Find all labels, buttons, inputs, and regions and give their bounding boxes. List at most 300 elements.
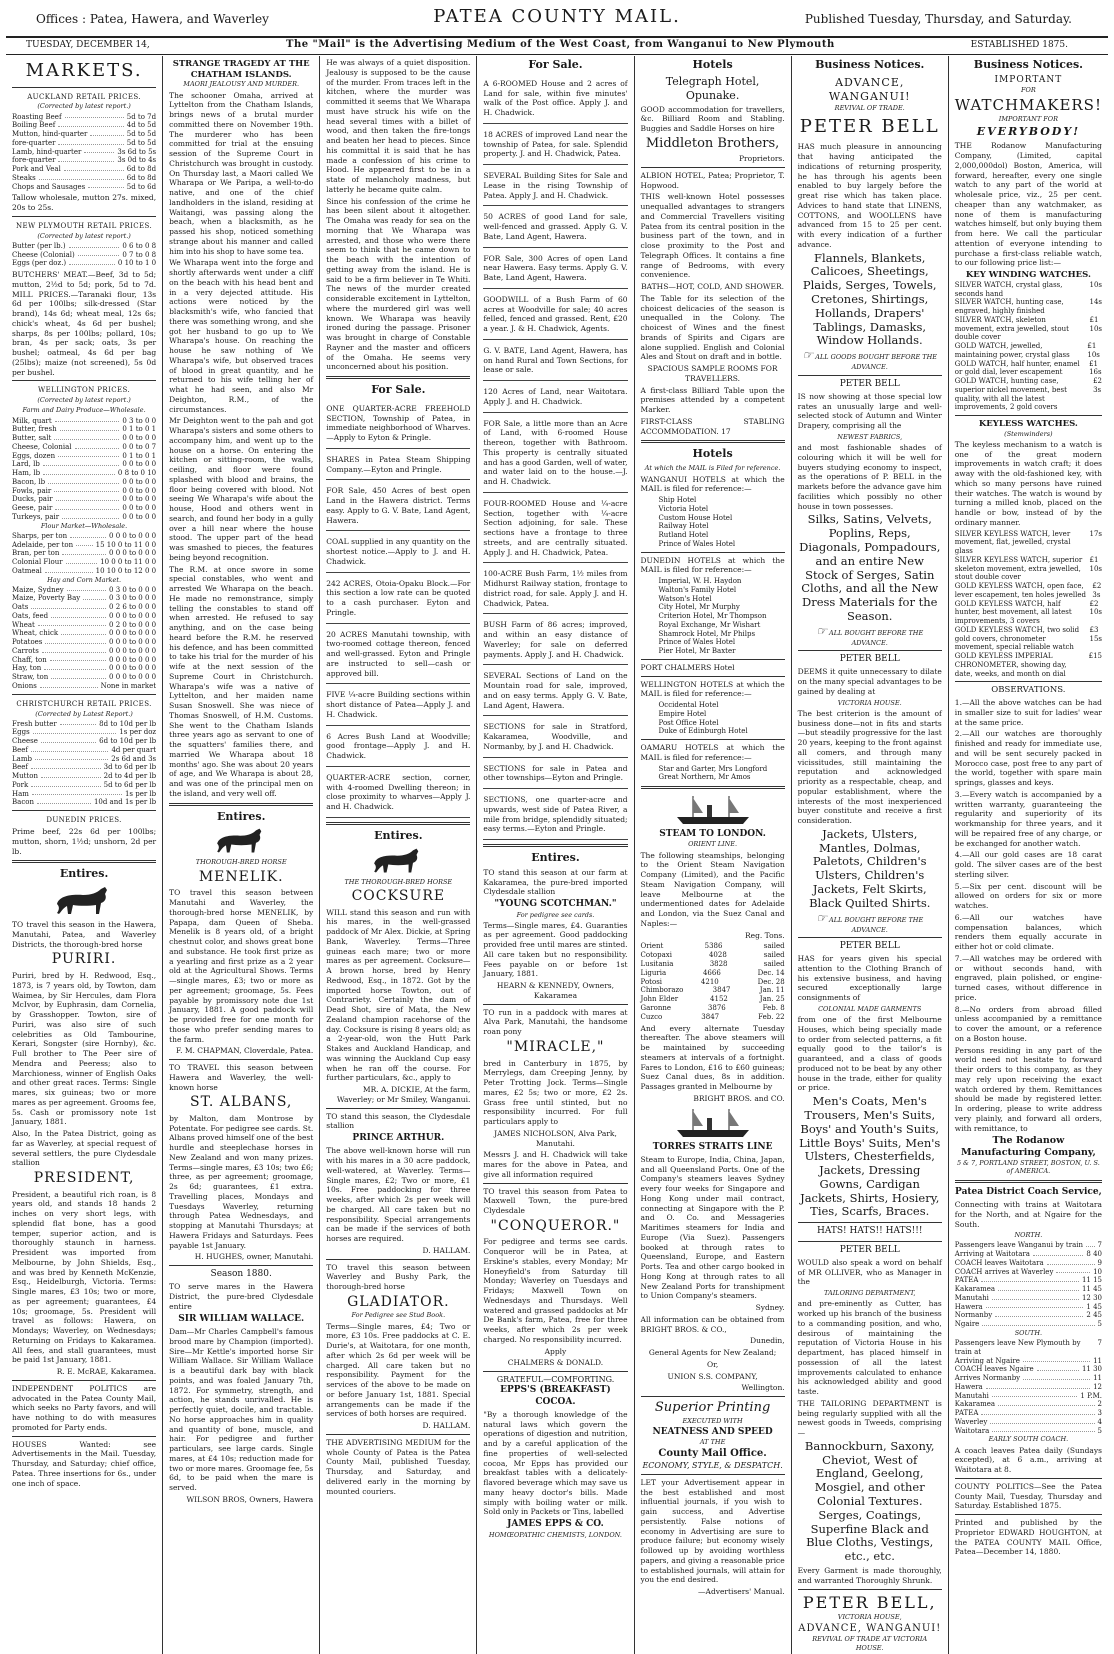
price-row [12, 763, 156, 772]
price-row-value: 10d and 1s per lb [93, 798, 157, 807]
ship-tons: 4028 [708, 951, 727, 960]
observations-title: OBSERVATIONS. [991, 685, 1066, 696]
price-row-value: 10 0 0 to 11 0 0 [100, 558, 157, 567]
price-row-value: 0 0 to 0 0 [122, 495, 157, 504]
ship-row [641, 969, 785, 978]
price-row-value: 0 0 0 to 0 0 0 [109, 531, 157, 540]
price-row-label: Oats [12, 603, 29, 612]
timetable-row [955, 1365, 1102, 1374]
price-row-value: 0 0 to 0 0 [122, 504, 157, 513]
ship-ship: Chimborazo [640, 986, 684, 995]
newplymouth-price-list [12, 242, 156, 268]
ship-ship: Garonne [640, 1003, 672, 1012]
price-row-value: 6d to 10d per lb [99, 737, 157, 746]
printing-office: County Mail Office. [658, 1448, 767, 1460]
price-row [12, 532, 156, 541]
watch-row-value: 10s [1089, 280, 1102, 289]
for-sale-ad: FOR Sale, a little more than an Acre of Land, with 6-roomed House thereon, together with Bathroom. This property is centrally situated and has a good Garden, well of water, and water laid on to the house.—J. and H. Chadwick. [483, 415, 627, 493]
printing-sub: EXECUTED WITH [682, 1416, 743, 1425]
bannockburn-list: Bannockburn, Saxony, Cheviot, West of England, Geelong, Mosgiel, and other Colonial Textures. Serges, Coatings, Superfine Black and Blue Cloths, Vestings, etc., etc. [804, 1438, 935, 1564]
torres-title: TORRES STRAITS LINE [652, 1141, 773, 1152]
gladiator-name: GLADIATOR. [347, 1293, 450, 1310]
price-row-label: Ham [12, 789, 29, 798]
torres-wellington: Wellington. [741, 1383, 785, 1393]
forsale-c4-list [483, 75, 627, 840]
jackets-list: Jackets, Ulsters, Mantles, Dolmas, Paletots, Children's Ulsters, Children's Jackets, Felt Skirts, Black Quilted Shirts. [809, 826, 931, 910]
hotel-item: Pier Hotel, Mr Baxter [658, 647, 736, 655]
price-row-label: Butter, fresh [12, 425, 57, 434]
for-sale-ad: SEVERAL Building Sites for Sale and Lease in the rising Township of Patea. Apply J. and H. Chadwick. [483, 167, 627, 206]
watch-row-label: SILVER WATCH, hunting case, engraved, highly finished [954, 298, 1064, 316]
pb-body-2: IS now showing at those special low rates an unusually large and well-selected stock of Autumn and Winter Drapery, comprising all the [797, 391, 942, 431]
price-row-label: Fowls, pair [12, 486, 52, 495]
for-sale-ad: 6 Acres Bush Land at Woodville; good frontage—Apply J. and H. Chadwick. [326, 728, 470, 767]
price-row-label: Bran, per ton [12, 549, 60, 558]
auckland-note: (Corrected by latest report.) [37, 102, 131, 111]
timetable-row [955, 1374, 1102, 1383]
price-row-value: 6d to 8d [126, 165, 157, 174]
watch-row-value: £1 10s [1089, 315, 1102, 333]
cocoa-heading: GRATEFUL—COMFORTING. [496, 1375, 615, 1385]
price-row-value: 0 0 0 to 0 0 0 [109, 646, 157, 655]
rodanow-address: 5 & 7, PORTLAND STREET, BOSTON, U. S. of AMERICA. [956, 1159, 1100, 1176]
price-row [12, 621, 156, 630]
masthead [6, 4, 1108, 34]
torres-body: Steam to Europe, India, China, Japan, and all Queensland Ports. One of the Company's steamers leaves Sydney every four weeks for Singapore and Hong Kong under mail contract, connecting at Singapore with the P. and O. Co. and Messageries Maritimes steamers for India and Europe (Via Suez). Passengers booked at through rates to Queensland, Europe, and Eastern Ports. Tea and other cargo booked in Hong Kong at through rates to all New Zealand Ports for transhipment to Union Company's steamers. [640, 1154, 785, 1301]
stalbans-intro: TO TRAVEL this season between Hawera and Waverley, the well-known horse [169, 1063, 314, 1092]
dateline-strip [6, 36, 1108, 55]
billiard: A first-class Billiard Table upon the premises attended by a competent Marker. [640, 385, 785, 415]
publication-days: Published Tuesday, Thursday, and Saturday. [804, 12, 1072, 26]
entires-heading-mid: Entires. [216, 809, 266, 823]
timetable-row-label: COACH arrives at Waverley [954, 1267, 1054, 1276]
for-sale-ad: FOR Sale, 300 Acres of open Land near Hawera. Easy terms. Apply G. V. Bate, Land Agent, Hawera. [483, 250, 627, 289]
markets-heading: MARKETS. [25, 60, 143, 81]
wanganui-intro: WANGANUI HOTELS at which the MAIL is filed for reference:— [640, 474, 785, 494]
watch-row-label: GOLD WATCH, jewelled, maintaining power, crystal glass [954, 342, 1070, 359]
wellington-intro: WELLINGTON HOTELS at which the MAIL is filed for reference:— [640, 679, 785, 699]
peter-bell-title: PETER BELL [799, 115, 940, 137]
for-sale-ad: 120 Acres of Land, near Waitotara. Apply J. and H. Chadwick. [483, 383, 627, 413]
price-row-value: 0 0 0 to 0 0 0 [109, 638, 157, 647]
price-row [12, 495, 156, 504]
stabling [641, 417, 785, 437]
watch-row-label: GOLD WATCH, half hunter, enamel or gold dial, lever escapement [954, 359, 1080, 377]
column-watches [949, 56, 1108, 1654]
gladiator-sub: For Pedigree see Stud Book. [351, 1311, 446, 1320]
for-sale-ad: FOUR-ROOMED House and ¼-acre Section, together with ¼-acre Section adjoining, for sale. These sections have a frontage to three streets, and are centrally situated. Apply J. and H. Chadwick, Patea. [483, 495, 627, 564]
price-row [12, 790, 156, 799]
horse-illustration [49, 884, 119, 918]
pointing-hand-icon: ☞ [816, 910, 827, 925]
price-row-label: Hay, ton [12, 664, 42, 673]
miracle-note: Messrs J. and H. Chadwick will take mares for the above in Patea, and give all information required [483, 1150, 628, 1179]
advance-wanganui: ADVANCE, WANGANUI! [828, 75, 911, 103]
menelik-label: THOROUGH-BRED HORSE [195, 858, 287, 867]
hotel-item: Empire Hotel [658, 709, 707, 718]
price-row [12, 487, 156, 496]
pb-body-3: DEEMS it quite unnecessary to dilate on the many special advantages to be gained by dealing at [797, 667, 942, 696]
timetable-row-label: Ngaire [954, 1320, 980, 1329]
for-sale-ad: BUSH Farm of 86 acres; improved, and within an easy distance of Waverley; for sale on deferred payments. Apply J. and H. Chadwick. [483, 616, 627, 665]
pb-body-4b: from one of the first Melbourne Houses, which being specially made to order from selected patterns, a fit equally good to the tailor's is guaranteed, and a class of goods produced not to be beat by any other house in the trade, either for quality or price. [797, 1015, 942, 1093]
ship-row [641, 978, 785, 987]
for-sale-ad: ONE QUARTER-ACRE FREEHOLD SECTION, Township of Patea, in immediate neighborhood of Wharves.—Apply to Eyton & Pringle. [326, 400, 470, 449]
printing-neat: NEATNESS AND SPEED [652, 1426, 773, 1437]
price-row-value: 4d per quart [111, 745, 157, 754]
ship-date: Jan. 11 [759, 986, 785, 995]
politics-notice: INDEPENDENT POLITICS are advocated in the Patea County Mail, which seeks no Party favors, and will have nothing to do with measures promoted for Party ends. [12, 1383, 157, 1432]
price-row-value: 0 0 0 to 0 0 0 [109, 611, 157, 620]
price-row-label: Lamb [12, 754, 32, 763]
observation-item: 3.—Every watch is accompanied by a written warranty, guaranteeing the regularity and superiority of its workmanship for three years, and it will be repaired free of any charge, or be exchanged for another watch. [954, 789, 1102, 848]
price-row-value: 6d to 8d [126, 173, 157, 182]
prince-body: The above well-known horse will run with his mares in a 30 acre paddock, well-watered, at Waverley. Terms—Single mares, £2; Two or more, £1 10s. Free paddocking for three weeks, after which 2s per week will be charged. All care taken but no responsibility. Special arrangements can be made if the services of both horses are required. [326, 1146, 471, 1244]
observation-item: 2.—All our watches are thoroughly finished and ready for immediate use, and will be sent securely packed in Morocco case, post free to any part of the world, together with spare main springs, glasses and keys. [954, 729, 1102, 788]
price-row-value: 3s 0d to 4s [117, 156, 157, 165]
for-sale-ad: GOODWILL of a Bush Farm of 60 acres at Woodville for sale; 40 acres felled, fenced and grassed. Rent, £20 a year. J. & H. Chadwick, Agents. [483, 291, 627, 340]
for-sale-ad: 18 ACRES of improved Land near the township of Patea, for sale. Splendid property. J. and H. Chadwick, Patea. [483, 126, 627, 165]
price-row-label: Ducks, pair [12, 495, 53, 504]
sample-rooms: SPACIOUS SAMPLE ROOMS FOR TRAVELLERS. [647, 364, 778, 383]
timetable-row-value: 1 45 [1086, 1302, 1102, 1311]
puriri-intro: TO travel this season in the Hawera, Manutahi, Patea, and Waverley Districts, the thorough-bred horse [12, 920, 157, 949]
hotel-item: Imperial, W. H. Haydon [658, 577, 742, 585]
prince-sign: D. HALLAM. [422, 1245, 471, 1255]
christchurch-price-list [12, 720, 156, 808]
victoria-house: VICTORIA HOUSE. [837, 698, 902, 707]
price-row [12, 259, 156, 268]
watch-row [955, 281, 1102, 299]
price-row-label: Colonial Flour [12, 558, 63, 567]
for-sale-ad: SECTIONS, one quarter-acre and upwards, west side of Patea River, a mile from bridge, splendidly situated; easy terms.—Eyton and Pringle. [483, 791, 627, 840]
oamaru-intro: OAMARU HOTELS at which the MAIL is filed for reference:— [640, 743, 785, 762]
albion-title: ALBION HOTEL, Patea; Proprietor, T. Hopwood. [640, 170, 785, 190]
price-row-value: 0 1 to 0 1 [122, 425, 157, 434]
price-row-value: 4d to 5d [126, 121, 157, 130]
menelik-name: MENELIK. [198, 868, 284, 885]
price-row-value: 0 2 6 to 0 0 0 [109, 603, 157, 612]
timetable-row-label: Normanby [954, 1311, 993, 1320]
pb-body-5b: and pre-eminently as Cutter, has worked up his branch of the business to a commanding position, and who, desirous of maintaining the reputation of Victoria House in his department, has placed himself in possession of all the latest improvements calculated to enhance his acknowledged ability and good taste. [797, 1299, 942, 1397]
price-row-label: Onions [12, 681, 37, 690]
watch-row-value: £2 3s [1093, 377, 1102, 394]
price-row [12, 603, 156, 612]
price-row-label: fore-quarter [12, 138, 56, 147]
price-row-value: 0 0 0 to 0 0 0 [109, 655, 157, 664]
price-row-label: Eggs [12, 728, 30, 737]
price-row-label: Potatoes [12, 638, 43, 647]
price-row-label: Cheese, Colonial [12, 442, 72, 451]
price-row-label: Pork [12, 780, 29, 789]
newest-fabrics: NEWEST FABRICS, [837, 432, 903, 441]
price-row [12, 656, 156, 665]
miracle-body: bred in Canterbury in 1875, by Merrylegs, dam Creeping Jenny, by Peter Trotting Jock. Terms—Single mares, £2 5s; two or more, £2 2s. Grass free until stinted, but no responsibility incurred. For full particulars apply to [483, 1058, 628, 1127]
columns [6, 56, 1108, 1652]
timetable-row-value: 11 [1093, 1356, 1102, 1365]
let-source: —Advertisers' Manual. [698, 1587, 785, 1597]
ship-ship: Orient [640, 942, 664, 951]
wellington-heading: WELLINGTON PRICES. [38, 386, 131, 395]
wallace-intro: TO serve mares in the Hawera District, the pure-bred Clydesdale entire [169, 1282, 314, 1311]
price-row-label: Butter (per lb.) [12, 241, 66, 250]
hotel-item: Ship Hotel [658, 496, 697, 504]
coach-intro: Connecting with trains at Waitotara for the North, and at Ngaire for the South. [954, 1200, 1102, 1229]
conqueror-body: For pedigree and terms see cards. Conqueror will be in Patea, at Erskine's stables, every Monday; Mr Honeyfield's from Saturday till Monday; Waverley on Tuesdays and Fridays; Maxwell Town on Wednesdays and Thursdays. Well watered and grassed paddocks at Mr De Bank's farm, Patea, free for three weeks, after which 2s per week charged. No responsibility incurred. [483, 1237, 628, 1344]
ship-tons: 4210 [700, 977, 719, 986]
price-row-value: 3d to 6d per lb [103, 763, 157, 772]
price-row-value: 5d to 6d [126, 182, 157, 191]
price-row-value: 10 10 0 to 12 0 0 [95, 566, 157, 575]
tailor-2: THE TAILORING DEPARTMENT is being regularly supplied with all the newest goods in Tweeds, comprising— [797, 1398, 942, 1438]
price-row [12, 755, 156, 764]
printing-tag: ECONOMY, STYLE, & DESPATCH. [642, 1460, 783, 1470]
flour-price-list [12, 532, 156, 576]
colonial-garments: COLONIAL MADE GARMENTS [818, 1004, 922, 1013]
price-row-label: Boiling Beef [12, 121, 56, 130]
price-row-value: 8d to 10d per lb [99, 719, 157, 728]
christchurch-heading: CHRISTCHURCH RETAIL PRICES. [16, 699, 152, 708]
timetable-row [955, 1250, 1102, 1259]
torres-dunedin: Dunedin, [750, 1336, 785, 1346]
price-row-value: 0 0 to 0 0 [122, 512, 157, 521]
epps-sign2: HOMŒOPATHIC CHEMISTS, LONDON. [488, 1530, 622, 1539]
port-chalmers: PORT CHALMERS Hotel [640, 662, 735, 672]
timetable-row-value: 12 30 [1081, 1293, 1102, 1302]
observation-item: 5.—Six per cent. discount will be allowed on orders for six or more watches. [954, 881, 1102, 911]
price-row-value: 0 0 to 0 0 [122, 460, 157, 469]
flour-sub: Flour Market—Wholesale. [40, 521, 128, 530]
timetable-row-label: Manutahi [954, 1293, 989, 1302]
price-row-label: Turkeys, pair [12, 512, 60, 521]
cocksure-label: THE THOROUGH-BRED HORSE [344, 877, 453, 886]
price-row-value: 0 0 to 0 0 [122, 486, 157, 495]
article-p6: Since his confession of the crime he has been silent about it altogether. The Omaha was ready for sea on the morning that We Wharapa was arrested, and those who were there seem to think that he came down to the beach with the intention of getting away from the island. He is said to be a firm believer in Te Whiti. The news of the murder created considerable excitement in Lyttelton, where the murdered girl was well known. We Wharapa was heavily ironed during the passage. Prisoner was brought in charge of Constable Rayner and the master and officers of the Omaha. He seems very unconcerned about his position. [326, 196, 471, 372]
houses-notice: HOUSES Wanted: see Advertisements in the Mail. Tuesday, Thursday, and Saturday; chief office, Patea. Three insertions for 6s., under one inch of space. [12, 1439, 157, 1488]
puriri-name: PURIRI. [51, 951, 117, 968]
stalbans-body: by Malton, dam Montrose by Potentate. For pedigree see cards. St. Albans proved himself one of the best hurdle and steeplechase horses in New Zealand and won many prizes. Terms—single mares, £3 10s; two £6; three, as per agreement; groomage, 2s 6d; guarantees, £1 extra. Travelling places, Mondays and Tuesdays Waverley, returning through Patea Wednesdays, and stopping at Manutahi Thursdays; at Hawera Fridays and Saturdays. Fees payable 1st January. [169, 1113, 314, 1250]
watch-row [955, 600, 1102, 626]
gladiator-intro: TO travel this season between Waverley and Bushy Park, the thorough-bred horse [326, 1262, 471, 1292]
watch-row-value: £3 15s [1089, 625, 1102, 643]
hotel-item: Custom House Hotel [658, 513, 733, 522]
dunedin-heading: DUNEDIN PRICES. [46, 816, 122, 825]
hotel-item: Occidental Hotel [658, 701, 719, 709]
baths: BATHS—HOT, COLD, AND SHOWER. [641, 282, 785, 292]
conqueror-intro: TO travel this season from Patea to Maxwell Town, the pure-bred Clydesdale [483, 1186, 628, 1216]
wallace-sign: WILSON BROS, Owners, Hawera [186, 1494, 314, 1504]
forsale-mid-list [326, 400, 470, 818]
price-row-value: 5d to 6d per lb [103, 780, 157, 789]
dunedin-intro: DUNEDIN HOTELS at which the MAIL is filed for reference:— [640, 555, 785, 575]
price-row-label: Milk, quart [12, 416, 52, 425]
timetable-row-label: PATEA [954, 1409, 979, 1418]
revival-2: REVIVAL OF TRADE AT VICTORIA HOUSE. [812, 1635, 928, 1652]
pointing-hand-icon: ☞ [816, 623, 827, 638]
price-row-value: 2s 6d and 3s [111, 754, 157, 763]
steamship-illustration [673, 1106, 753, 1140]
price-row-value: 0 2 0 to 0 0 0 [109, 620, 157, 629]
article-headline: STRANGE TRAGEDY AT THE CHATHAM ISLANDS. [172, 59, 310, 80]
hotel-item: Walton's Family Hotel [658, 585, 737, 594]
watch-row-label: GOLD KEYLESS WATCH, open face, lever escapement, ten holes jewelled [954, 582, 1087, 599]
watches-intro: THE Rodanow Manufacturing Company, (Limited, capital 2,000,000dol) Boston, America, will forward, hereafter, every one single watch to any part of the world at wholesale price, viz., 25 per cent. cheaper than any watchmaker, as none of them is manufacturing watches himself, but only buying them from here. We call the particular attention of everyone intending to purchase a first-class reliable watch, to our following price list:— [954, 141, 1102, 268]
timetable-row [955, 1259, 1102, 1268]
observations-list [955, 698, 1102, 1044]
price-row-label: Lamb, hind-quarter [12, 147, 82, 156]
ship-date: sailed [763, 942, 785, 951]
dunedin-hotel-list [641, 577, 785, 656]
for: FOR [1021, 86, 1036, 95]
orient-sign: BRIGHT BROS. and CO. [693, 1093, 785, 1103]
price-row-value: 0 10 to 1 0 [117, 259, 157, 268]
price-row-label: Oats, feed [12, 611, 49, 620]
watch-row [955, 342, 1102, 360]
price-row [12, 113, 156, 122]
christchurch-note: (Corrected by Latest Report.) [35, 709, 133, 718]
pb-body-3b: The best criterion is the amount of business done—not in fits and starts—but steadily progressive for the last 20 years, keeping to the front against all comers, and through many vicissitudes, still maintaining the reputation and acknowledged priority as a respectable, cheap, and popular establishment, where the interests of the most inexperienced buyer constitute and receive a first consideration. [797, 708, 942, 826]
price-row-label: Wheat [12, 620, 35, 629]
cocoa-body: "By a thorough knowledge of the natural laws which govern the operations of digestion and nutrition, and by a careful application of the fine properties of well-selected cocoa, Mr Epps has provided our breakfast tables with a delicately-flavored beverage which may save us many heavy doctor's bills. Made simply with boiling water or milk. Sold only in Packets or Tins, labelled [483, 1409, 628, 1517]
flannels-list: Flannels, Blankets, Calicoes, Sheetings, Plaids, Serges, Towels, Cretones, Shirtings, Hollands, Drapers' Tablings, Damasks, Window Hollands. [802, 250, 937, 348]
county-politics: COUNTY POLITICS—See the Patea County Mail, Tuesday, Thursday and Saturday. Established 1875. [954, 1481, 1102, 1511]
timetable-row-value: 8 40 [1086, 1250, 1102, 1259]
observation-item: 6.—All our watches have compensation balances, which renders them equally accurate in either hot or cold climate. [954, 912, 1102, 952]
for-sale-ad: FOR Sale, 450 Acres of best open Land in the Hawera district. Terms easy. Apply to G. V. Bate, Land Agent, Hawera. [326, 482, 470, 531]
price-row-label: Beef [12, 763, 29, 772]
price-row-label: Adelaide, per ton [12, 540, 74, 549]
ship-ship: John Elder [640, 995, 679, 1004]
watch-row-value: £1 10s [1089, 555, 1102, 573]
ship-row [641, 942, 785, 951]
article-p5: He was always of a quiet disposition. Jealousy is supposed to be the cause of the murder. From traces left in the kitchen, where the murder was committed it seems that We Wharapa must have struck his wife on the head several times with a billet of wood, and then taken the fire-tongs and beaten her head to pieces. Since his committal it is said that he has made a confession of his crime to Hood. He appeared first to be in a state of melancholy madness, but latterly he became quite calm. [326, 58, 471, 194]
puriri-body: Puriri, bred by H. Redwood, Esq., 1873, is 7 years old, by Towton, dam Waimea, by Sir Hercules, dam Flora McIvor, by Euphrasin, dam Cornelia, by Grasshopper. Towton, sire of Puriri, was also sire of such celebrities as Old Tambourine, Kerari, Songster (sire Hornby), &c. Full brother to The Peer sire of Mendra and Peeress; also to Marchioness, winner of English Oaks and other great races. Terms: Single mares, six guineas; two or more mares as per agreement. Grooms fee, 5s. Cash or promissory note 1st January, 1881. [12, 971, 157, 1127]
watch-row [955, 316, 1102, 342]
for-sale-ad: QUARTER-ACRE section, corner, with 4-roomed Dwelling thereon; in close proximity to wharves—Apply J. and H. Chadwick. [326, 769, 470, 818]
price-row [12, 425, 156, 434]
price-row-label: Steaks [12, 173, 36, 182]
price-row-value: 0 3 0 to 0 0 0 [109, 585, 157, 594]
price-row [12, 647, 156, 656]
stalbans-name: ST. ALBANS, [190, 1094, 293, 1111]
guarantee: Every Garment is made thoroughly, and warranted Thoroughly Shrunk. [797, 1566, 942, 1585]
price-row [12, 629, 156, 638]
advance-wanganui-2: ADVANCE, WANGANUI! [798, 1622, 942, 1634]
all-bought-1 [798, 624, 942, 647]
ship-tons: 3847 [712, 986, 731, 995]
watch-row-label: SILVER KEYLESS WATCH, superior skeleton movement, extra jewelled, stout double cover [954, 555, 1083, 582]
all-bought-2 [798, 911, 942, 934]
observation-item: 1.—All the above watches can be had in smaller size to suit for ladies' wear at the same price. [954, 698, 1102, 727]
price-row-value: 1s per doz [119, 728, 157, 737]
all-goods-text: ALL GOODS BOUGHT BEFORE THE ADVANCE. [815, 353, 938, 372]
timetable-row [955, 1409, 1102, 1418]
article-p3: Mr Deighton went to the pah and got Wharapa's sisters and some others to accompany him, and went up to the house on a horse. On entering the kitchen or sitting-room, the walls, ceiling, and floor were found splashed with blood and brains, the floor being covered with blood. Not seeing We Wharapa's wife about the house, Hood and others went in search, and found her body in a gully over a hill near where the house stood. The upper part of the head was smashed to pieces, the features being beyond recognition. [169, 416, 314, 562]
timetable-row [955, 1383, 1102, 1392]
price-row-value: 0 0 to 0 7 [122, 442, 157, 451]
entires-heading-left: Entires. [59, 867, 109, 881]
ship-row [641, 960, 785, 969]
price-row [12, 139, 156, 148]
for-sale-ad: 100-ACRE Bush Farm, 1½ miles from Midhurst Railway station, frontage to district road, for sale. Apply J. and H. Chadwick, Patea. [483, 565, 627, 614]
price-row [12, 549, 156, 558]
gladiator-sign: D. HALLAM. [422, 1421, 471, 1431]
auckland-price-list [12, 113, 156, 192]
south-label: SOUTH. [1014, 1328, 1043, 1337]
price-row-value: 5d to 7d [126, 112, 157, 121]
steamship-illustration [673, 793, 753, 827]
price-row [12, 443, 156, 452]
epps-sign: JAMES EPPS & CO. [507, 1519, 604, 1530]
cocksure-name: COCKSURE [351, 887, 446, 904]
forsale-heading-mid: For Sale. [371, 383, 426, 396]
mens-list: Men's Coats, Men's Trousers, Men's Suits, Boys' and Youth's Suits, Little Boys' Suits, Men's Ulsters, Chesterfields, Jackets, Dressing Gowns, Cardigan Jackets, Shirts, Hosiery, Ties, Scarfs, Braces. [799, 1094, 941, 1219]
price-row-value: None in market [100, 681, 157, 690]
timetable-row-label: Hawera [954, 1302, 983, 1311]
pb-body-1: HAS much pleasure in announcing that having anticipated the indications of returning prosperity, he has through his agents been enabled to buy largely before the great rise which has taken place. Advices to hand state that LINENS, COTTONS, and WOOLLENS have advanced from 15 to 25 per cent. with every indication of a further advance. [797, 142, 942, 249]
price-row-label: Cheese (Colonial) [12, 250, 75, 259]
orient-reg: Reg. Tons. [745, 930, 785, 940]
timetable-row [955, 1357, 1102, 1366]
timetable-row [955, 1285, 1102, 1294]
for-sale-ad: 50 ACRES of good Land for sale, well-fenced and grassed. Apply G. V. Bate, Land Agent, Hawera. [483, 208, 627, 247]
important-for: IMPORTANT FOR [998, 115, 1058, 124]
watch-row-value: £2 3s [1092, 582, 1102, 599]
north-timetable [955, 1241, 1102, 1329]
price-row-label: Geese, pair [12, 504, 53, 513]
newplymouth-note: (Corrected by latest report.) [37, 231, 131, 240]
pb5-title: PETER BELL [839, 1244, 900, 1255]
price-row [12, 148, 156, 157]
north-label: NORTH. [1014, 1231, 1043, 1240]
ship-date: Jan. 25 [759, 995, 785, 1004]
slogan: The "Mail" is the Advertising Medium of the West Coast, from Wanganui to New Plymouth [286, 39, 835, 50]
pb-body-2b: and most fashionable shades of colouring which it will be well for buyers studying economy to inspect, as the operations of P. BELL in the markets before the advance gave him facilities which possibly no other house in town possesses. [797, 443, 942, 511]
timetable-row [955, 1427, 1102, 1436]
price-row-label: Roasting Beef [12, 112, 62, 121]
hotel-item: Criterion Hotel, Mr Thompson [658, 612, 767, 620]
hotel-item: City Hotel, Mr Murphy [658, 603, 740, 612]
timetable-row-value: 5 [1097, 1320, 1102, 1329]
price-row [12, 781, 156, 790]
menelik-sign: F. M. CHAPMAN, Cloverdale, Patea. [176, 1046, 314, 1056]
price-row [12, 469, 156, 478]
price-row-label: Pork and Veal [12, 165, 61, 174]
timetable-row [955, 1392, 1102, 1401]
key-winding-title: KEY WINDING WATCHES. [965, 270, 1091, 281]
silks-list: Silks, Satins, Velvets, Poplins, Reps, Diagonals, Pompadours, and an entire New Stock of Serges, Satin Cloths, and all the New Dress Materials for the Season. [799, 512, 941, 623]
price-row [12, 174, 156, 183]
price-row [12, 558, 156, 567]
timetable-row-label: Arrives Normanby [954, 1374, 1021, 1383]
conqueror-sign: CHALMERS & DONALD. [507, 1358, 604, 1368]
for-sale-ad: 242 ACRES, Otoia-Opaku Block.—For this section a low rate can be quoted to a cash purchaser. Eyton and Pringle. [326, 575, 470, 624]
price-row-label: Chops and Sausages [12, 182, 86, 191]
mcrae-signoff: R. E. McRAE, Kakaramea. [56, 1367, 157, 1377]
oamaru-hotel-list [641, 765, 785, 783]
timetable-row-value: 7 [1097, 1241, 1102, 1250]
hotel-item: Great Northern, Mr Amos [658, 773, 751, 782]
stalbans-sign: H. HUGHES, owner, Manutahi. [194, 1252, 314, 1262]
timetable-row-value: 11 15 [1081, 1276, 1102, 1285]
price-row-value: 0 0 to 0 0 [122, 477, 157, 486]
price-row [12, 460, 156, 469]
wellington-sub: Farm and Dairy Produce—Wholesale. [22, 406, 146, 415]
timetable-row-label: Arriving at Ngaire [954, 1356, 1020, 1365]
article-p4: The R.M. at once swore in some special constables, who went and arrested We Wharapa on the beach. He made no remonstrance, simply telling the constables to stand off when arrested. He refused to say anything, and on the case being heard before the R.M. he reserved his defence, and has been committed to take his trial for the murder of his wife at the next session of the Supreme Court in Christchurch. Wharapa's wife was a native of Lyttelton, and her maiden name Susan Snoswell. She was niece of Thomas Snoswell, of H.M. Customs. She went to the Chatham Islands three years ago as servant to one of the squatters' families there, and married We Wharapa about 18 months' ago. She was about 20 years of age, and We Wharapa is about 28, and was one of the principal men on the island, and very well off. [169, 564, 314, 798]
price-row [12, 478, 156, 487]
south-timetable [955, 1339, 1102, 1435]
